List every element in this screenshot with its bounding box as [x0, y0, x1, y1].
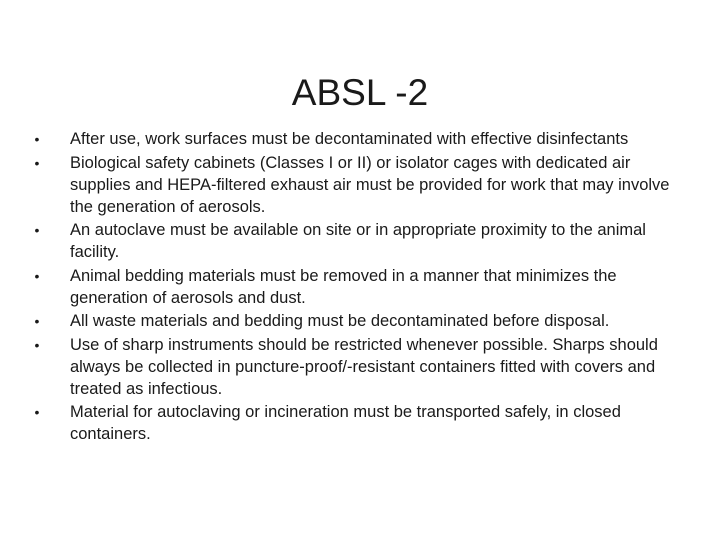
bullet-dot-icon: • — [34, 313, 40, 329]
bullet-item — [30, 401, 680, 445]
bullet-item — [30, 152, 680, 218]
bullet-list — [30, 128, 680, 447]
bullet-text: All waste materials and bedding must be decontaminated before disposal. — [70, 312, 610, 330]
bullet-item — [30, 219, 680, 263]
bullet-dot-icon: • — [34, 154, 40, 171]
bullet-dot-icon: • — [34, 222, 40, 238]
bullet-text: Use of sharp instruments should be restricted whenever possible. Sharps should always be collected in puncture-proof/-resistant containers fitted with covers and treated as infectious. — [70, 335, 658, 398]
bullet-dot-icon: • — [34, 131, 40, 147]
slide-title: ABSL -2 — [291, 71, 429, 113]
bullet-dot-icon: • — [34, 336, 40, 353]
bullet-text: After use, work surfaces must be decontaminated with effective disinfectants — [70, 130, 629, 148]
bullet-dot-icon: • — [34, 404, 40, 420]
bullet-text: Animal bedding materials must be removed in a manner that minimizes the generation of aerosols and dust. — [70, 266, 617, 307]
bullet-text: Biological safety cabinets (Classes I or II) or isolator cages with dedicated air supplies and HEPA-filtered exhaust air must be provided for work that may involve the generation of aerosols. — [70, 153, 670, 216]
bullet-item — [30, 310, 680, 332]
bullet-item — [30, 265, 680, 309]
bullet-item — [30, 128, 680, 150]
bullet-dot-icon: • — [34, 267, 40, 284]
bullet-text: An autoclave must be available on site or in appropriate proximity to the animal facility. — [70, 221, 646, 261]
bullet-item — [30, 334, 680, 400]
bullet-text: Material for autoclaving or incineration must be transported safely, in closed containers. — [70, 403, 621, 443]
